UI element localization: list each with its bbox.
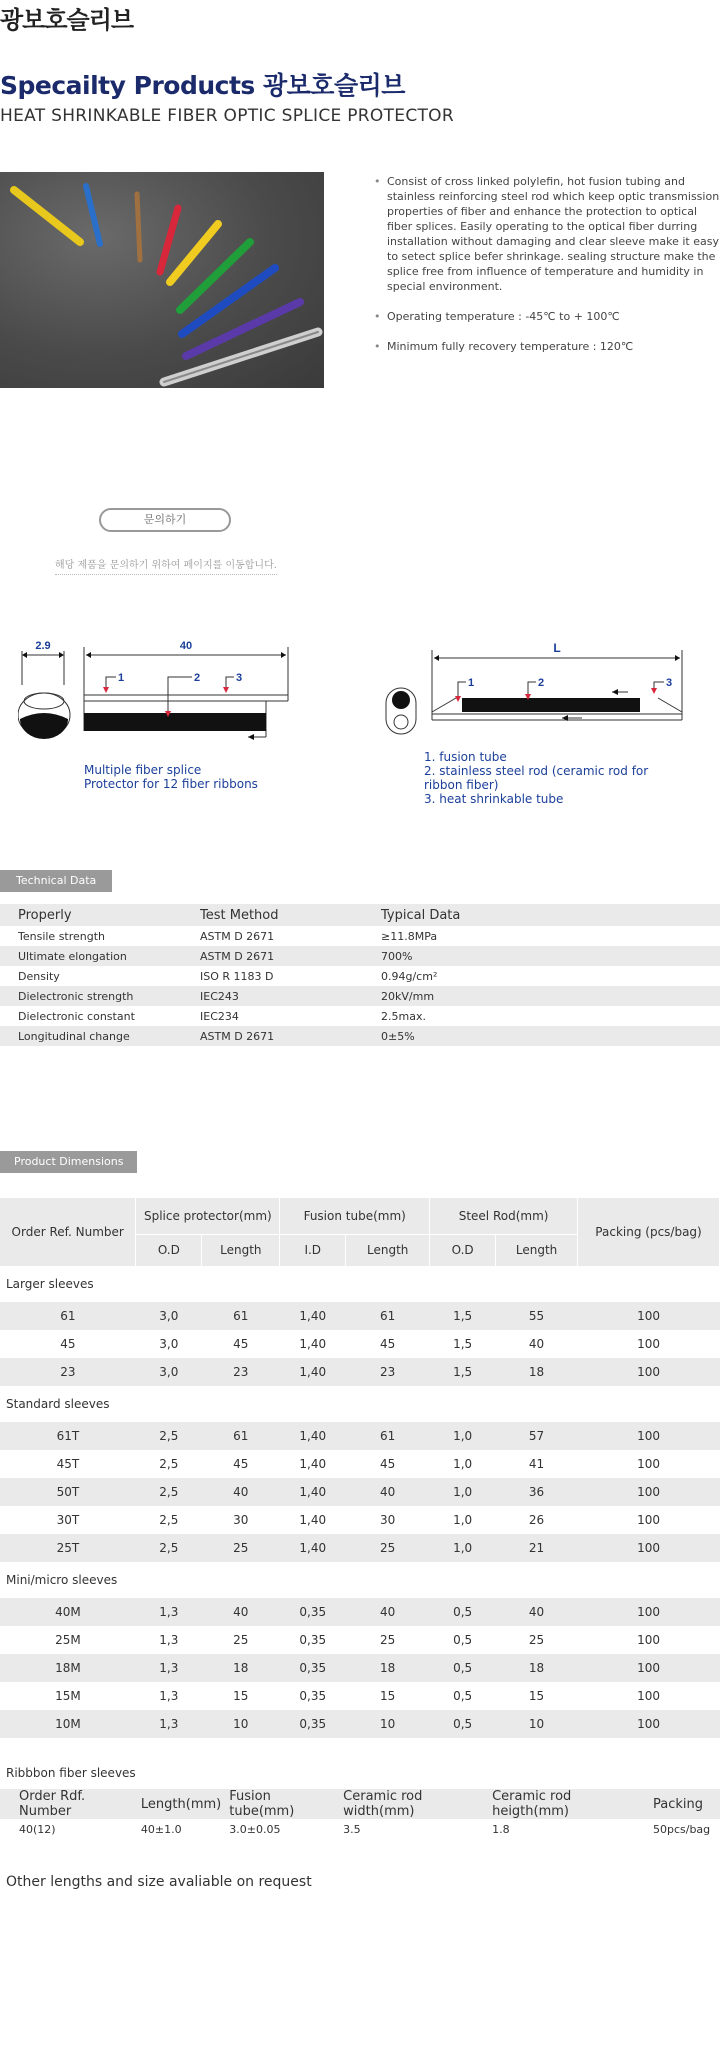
dim-small-label: 2.9 xyxy=(35,640,51,652)
table-row xyxy=(0,1819,720,1839)
table-cell: 3,0 xyxy=(136,1302,202,1330)
legend-item: 1. fusion tube xyxy=(424,750,507,764)
product-subtitle: HEAT SHRINKABLE FIBER OPTIC SPLICE PROTECTOR xyxy=(0,106,454,126)
table-cell: 45 xyxy=(233,1457,249,1471)
legend-item: 2. stainless steel rod (ceramic rod for ribbon fiber) xyxy=(424,764,649,792)
header-cell: Length xyxy=(496,1234,578,1266)
table-cell: 2,5 xyxy=(136,1422,202,1450)
table-cell: 2,5 xyxy=(159,1457,179,1471)
table-cell: 1,40 xyxy=(280,1422,346,1450)
sleeves-illustration xyxy=(0,172,324,388)
table-row xyxy=(0,1422,720,1450)
table-cell: 61 xyxy=(202,1422,280,1450)
table-cell: 40 xyxy=(346,1478,430,1506)
product-title: Specailty Products 광보호슬리브 xyxy=(0,71,405,100)
table-cell: Dielectronic constant xyxy=(18,1009,135,1023)
table-cell: 100 xyxy=(578,1422,720,1450)
table-row xyxy=(0,1598,720,1626)
table-cell: 18 xyxy=(496,1654,578,1682)
inquiry-note: 해당 제품을 문의하기 위하여 페이지를 이동합니다. xyxy=(55,556,277,575)
table-cell: 40 xyxy=(202,1478,280,1506)
diagram-caption xyxy=(84,763,258,791)
group-label: Mini/micro sleeves xyxy=(6,1573,118,1587)
table-cell: 1,3 xyxy=(159,1633,179,1647)
table-cell: 700% xyxy=(381,946,720,966)
footnote: Other lengths and size avaliable on request xyxy=(6,1874,312,1890)
table-header-row xyxy=(0,1789,720,1819)
table-row xyxy=(0,986,720,1006)
table-cell: 100 xyxy=(637,1457,660,1471)
table-cell: 61 xyxy=(346,1302,430,1330)
table-cell: 1,0 xyxy=(430,1478,496,1506)
group-label: Larger sleeves xyxy=(6,1277,94,1291)
table-cell: 100 xyxy=(637,1689,660,1703)
table-cell: 40M xyxy=(0,1598,136,1626)
table-cell: 1,40 xyxy=(280,1478,346,1506)
header-cell: Properly xyxy=(0,904,200,926)
table-cell: 10 xyxy=(202,1710,280,1738)
table-cell: IEC234 xyxy=(200,1009,239,1023)
table-cell: 100 xyxy=(578,1710,720,1738)
table-cell: 0,35 xyxy=(280,1710,346,1738)
header-cell: Order Ref. Number xyxy=(0,1198,136,1266)
table-cell: 1,40 xyxy=(299,1337,327,1351)
table-cell: 100 xyxy=(578,1598,720,1626)
table-cell: 1,40 xyxy=(280,1534,346,1562)
table-cell: 26 xyxy=(528,1513,545,1527)
table-cell: ASTM D 2671 xyxy=(200,946,381,966)
group-row xyxy=(0,1386,720,1422)
table-cell: 45 xyxy=(380,1457,396,1471)
table-cell: 100 xyxy=(578,1654,720,1682)
table-cell: 18M xyxy=(0,1654,136,1682)
table-cell: 25M xyxy=(55,1633,81,1647)
table-cell: ASTM D 2671 xyxy=(200,929,275,943)
table-cell: 1,0 xyxy=(453,1513,473,1527)
table-cell: 23 xyxy=(0,1358,136,1386)
table-cell: 1,40 xyxy=(299,1513,327,1527)
table-cell: 45 xyxy=(380,1337,396,1351)
table-cell: Longitudinal change xyxy=(0,1026,200,1046)
table-cell: 30 xyxy=(233,1513,249,1527)
table-row xyxy=(0,966,720,986)
table-cell: 45 xyxy=(233,1337,249,1351)
header-cell: Length xyxy=(202,1234,280,1266)
table-cell: Density xyxy=(18,969,60,983)
header-cell: O.D xyxy=(136,1234,202,1266)
table-cell: 100 xyxy=(578,1534,720,1562)
header-cell: Fusion tube(mm) xyxy=(280,1198,430,1234)
table-cell: 1.8 xyxy=(492,1822,510,1836)
table-row xyxy=(0,926,720,946)
header-cell: Ceramic rod heigth(mm) xyxy=(484,1789,645,1819)
table-cell: 0,35 xyxy=(299,1633,327,1647)
table-row xyxy=(0,1626,720,1654)
table-cell: 1,0 xyxy=(453,1457,473,1471)
table-cell: 3.0±0.05 xyxy=(229,1822,281,1836)
group-row xyxy=(0,1266,720,1302)
table-cell: 40(12) xyxy=(19,1822,56,1836)
table-cell: 25 xyxy=(528,1633,545,1647)
table-cell: 2,5 xyxy=(136,1478,202,1506)
table-cell: 0±5% xyxy=(381,1026,720,1046)
table-cell: 15 xyxy=(528,1689,545,1703)
header-cell: Length(mm) xyxy=(133,1789,221,1819)
table-cell: 40 xyxy=(202,1598,280,1626)
table-cell: 100 xyxy=(578,1478,720,1506)
table-cell: 3,0 xyxy=(159,1337,179,1351)
table-row xyxy=(0,1710,720,1738)
product-photo xyxy=(0,172,324,388)
table-cell: 10 xyxy=(346,1710,430,1738)
product-dimensions-table xyxy=(0,1198,720,1738)
callout-2: 2 xyxy=(194,672,201,684)
table-cell: 50pcs/bag xyxy=(652,1822,711,1836)
table-header-row xyxy=(0,904,720,926)
table-cell: 0,5 xyxy=(453,1633,473,1647)
table-row xyxy=(0,1450,720,1478)
table-cell: 61 xyxy=(0,1302,136,1330)
callout-1: 1 xyxy=(468,677,475,689)
table-cell: Tensile strength xyxy=(18,929,106,943)
group-label: Standard sleeves xyxy=(6,1397,110,1411)
table-cell: 45T xyxy=(56,1457,80,1471)
technical-data-table xyxy=(0,904,720,1046)
diagram-legend xyxy=(424,750,684,806)
table-row xyxy=(0,1006,720,1026)
product-dimensions-tab: Product Dimensions xyxy=(0,1151,137,1173)
table-row xyxy=(0,1026,720,1046)
caption-line: Multiple fiber splice xyxy=(84,763,202,777)
table-cell: 10M xyxy=(0,1710,136,1738)
table-cell: 1,40 xyxy=(280,1358,346,1386)
table-cell: 0,5 xyxy=(453,1689,473,1703)
table-cell: 18 xyxy=(202,1654,280,1682)
table-cell: 40±1.0 xyxy=(140,1822,182,1836)
table-cell: 3,0 xyxy=(136,1358,202,1386)
table-cell: Ultimate elongation xyxy=(0,946,200,966)
dim-length-label: 40 xyxy=(179,640,193,652)
table-cell: 1,5 xyxy=(430,1358,496,1386)
table-cell: 0,5 xyxy=(430,1654,496,1682)
table-cell: 61T xyxy=(0,1422,136,1450)
table-row xyxy=(0,1330,720,1358)
table-cell: 15 xyxy=(380,1689,396,1703)
table-cell: 40 xyxy=(528,1337,545,1351)
callout-3: 3 xyxy=(666,677,673,689)
table-cell: 100 xyxy=(578,1358,720,1386)
technical-data-tab: Technical Data xyxy=(0,870,112,892)
callout-1: 1 xyxy=(118,672,125,684)
table-cell: 30 xyxy=(380,1513,396,1527)
table-cell: 18 xyxy=(346,1654,430,1682)
table-cell: 1,3 xyxy=(136,1710,202,1738)
table-cell: ≥11.8MPa xyxy=(381,929,438,943)
table-cell: 1,3 xyxy=(159,1689,179,1703)
ribbon-sleeves-table xyxy=(0,1789,720,1839)
table-cell: 100 xyxy=(637,1337,660,1351)
table-cell: 61 xyxy=(202,1302,280,1330)
table-cell: 40 xyxy=(346,1598,430,1626)
table-cell: 23 xyxy=(346,1358,430,1386)
table-cell: 40 xyxy=(496,1598,578,1626)
description-item: • Operating temperature : -45℃ to + 100℃ xyxy=(374,309,720,324)
table-cell: 1,5 xyxy=(430,1302,496,1330)
table-cell: 25 xyxy=(380,1633,396,1647)
header-cell: I.D xyxy=(280,1234,346,1266)
sleeve-structure-diagram xyxy=(384,640,684,806)
table-cell: 25 xyxy=(233,1633,249,1647)
header-cell: Typical Data xyxy=(381,904,720,926)
header-cell: Ceramic rod width(mm) xyxy=(335,1789,484,1819)
table-cell: 15 xyxy=(233,1689,249,1703)
legend-item: 3. heat shrinkable tube xyxy=(424,792,564,806)
dimensions-body xyxy=(0,1266,720,1738)
table-cell: 61 xyxy=(346,1422,430,1450)
table-row xyxy=(0,1478,720,1506)
table-cell: 10 xyxy=(496,1710,578,1738)
ribbon-section-title: Ribbbon fiber sleeves xyxy=(6,1766,136,1780)
table-cell: 0,35 xyxy=(280,1598,346,1626)
table-cell: 100 xyxy=(637,1513,660,1527)
table-cell: 1,5 xyxy=(453,1337,473,1351)
group-row xyxy=(0,1562,720,1598)
dim-length-label: L xyxy=(553,641,561,655)
table-cell: 1,40 xyxy=(280,1302,346,1330)
table-cell: 1,0 xyxy=(430,1422,496,1450)
table-cell: 45 xyxy=(60,1337,76,1351)
table-cell: IEC243 xyxy=(200,986,381,1006)
table-cell: 0,35 xyxy=(299,1689,327,1703)
table-cell: 18 xyxy=(496,1358,578,1386)
table-row xyxy=(0,1682,720,1710)
table-cell: 20kV/mm xyxy=(381,986,720,1006)
table-cell: 0.94g/cm² xyxy=(381,969,438,983)
header-cell: O.D xyxy=(430,1234,496,1266)
table-cell: 2.5max. xyxy=(381,1009,426,1023)
page-title: 광보호슬리브 xyxy=(0,6,134,34)
header-cell: Fusion tube(mm) xyxy=(221,1789,335,1819)
table-cell: ISO R 1183 D xyxy=(200,969,274,983)
table-cell: 25 xyxy=(202,1534,280,1562)
table-cell: 50T xyxy=(0,1478,136,1506)
sleeve-structure-drawing xyxy=(384,640,684,740)
table-cell: 0,5 xyxy=(430,1710,496,1738)
table-row xyxy=(0,946,720,966)
table-cell: 30T xyxy=(56,1513,80,1527)
table-cell: ASTM D 2671 xyxy=(200,1026,381,1046)
description-list xyxy=(374,174,720,369)
table-cell: 57 xyxy=(496,1422,578,1450)
table-cell: 21 xyxy=(496,1534,578,1562)
header-cell: Packing xyxy=(645,1789,720,1819)
header-cell: Splice protector(mm) xyxy=(136,1198,280,1234)
table-cell: 1,0 xyxy=(430,1534,496,1562)
table-cell: 23 xyxy=(202,1358,280,1386)
table-cell: 25 xyxy=(346,1534,430,1562)
table-cell: 100 xyxy=(637,1633,660,1647)
callout-2: 2 xyxy=(538,677,545,689)
table-cell: 1,3 xyxy=(136,1598,202,1626)
caption-line: Protector for 12 fiber ribbons xyxy=(84,777,258,791)
table-cell: Dielectronic strength xyxy=(0,986,200,1006)
table-row xyxy=(0,1506,720,1534)
table-cell: 1,3 xyxy=(136,1654,202,1682)
header-cell: Length xyxy=(346,1234,430,1266)
inquiry-button[interactable]: 문의하기 xyxy=(99,508,231,532)
header-cell: Order Rdf. Number xyxy=(0,1789,133,1819)
header-cell: Steel Rod(mm) xyxy=(430,1198,578,1234)
table-cell: 2,5 xyxy=(136,1534,202,1562)
callout-3: 3 xyxy=(236,672,243,684)
table-row xyxy=(0,1358,720,1386)
table-cell: 100 xyxy=(578,1302,720,1330)
table-row xyxy=(0,1654,720,1682)
description-item: • Consist of cross linked polylefin, hot fusion tubing and stainless reinforcing steel rod which keep optic transmission properties of fiber and enhance the protection to optical fiber splices. Easily operating to the optical fiber durring installation without damaging and clear sleeve make it easy to setect splice befer shrinkage. sealing structure make the splice free from influence of temperature and humidity in special environment. xyxy=(374,174,720,294)
table-cell: 1,40 xyxy=(299,1457,327,1471)
table-row xyxy=(0,1534,720,1562)
table-cell: 55 xyxy=(496,1302,578,1330)
table-cell: 2,5 xyxy=(159,1513,179,1527)
table-cell: 0,5 xyxy=(430,1598,496,1626)
table-cell: 15M xyxy=(55,1689,81,1703)
header-cell: Test Method xyxy=(200,904,381,926)
table-row xyxy=(0,1302,720,1330)
splice-protector-drawing xyxy=(18,635,298,755)
table-cell: 36 xyxy=(496,1478,578,1506)
table-cell: 25T xyxy=(0,1534,136,1562)
table-cell: 0,35 xyxy=(280,1654,346,1682)
table-cell: 41 xyxy=(528,1457,545,1471)
table-cell: 3.5 xyxy=(343,1822,361,1836)
splice-protector-diagram xyxy=(18,635,298,805)
description-item: • Minimum fully recovery temperature : 120℃ xyxy=(374,339,720,354)
table-header-row xyxy=(0,1198,720,1234)
header-cell: Packing (pcs/bag) xyxy=(578,1198,720,1266)
